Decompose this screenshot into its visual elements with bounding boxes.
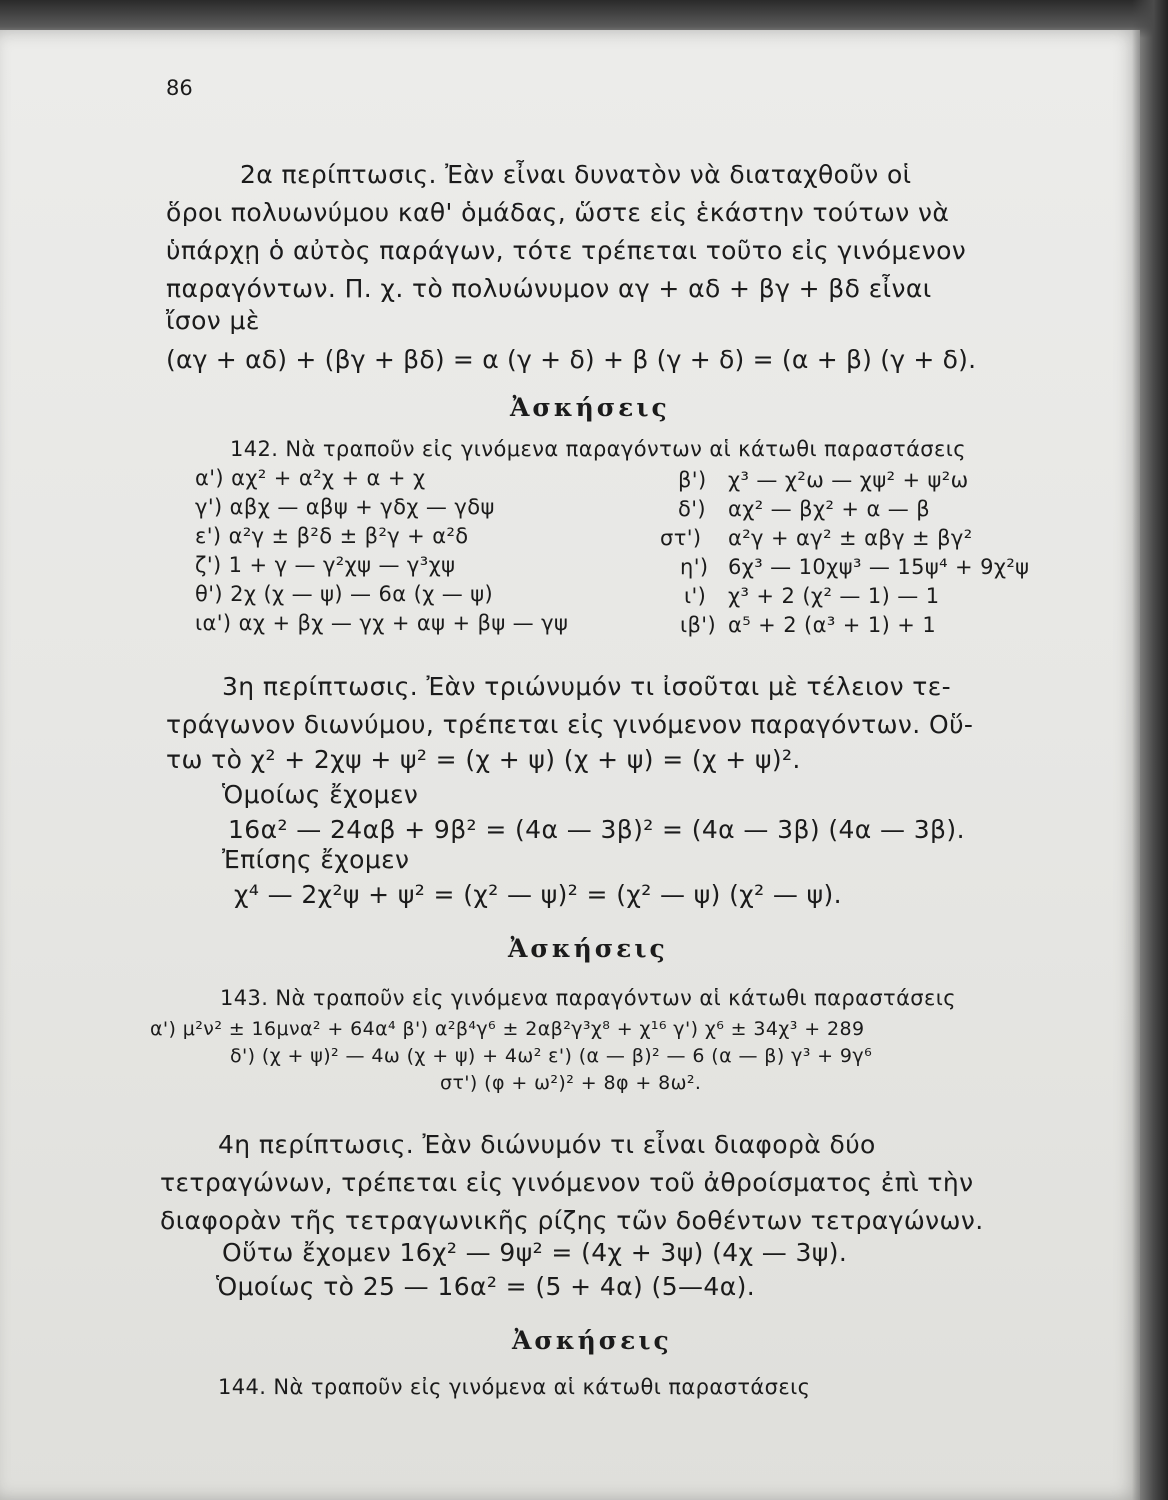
ex142-label-ib: ιβ') (680, 613, 717, 637)
ex142-label-b: β') (678, 468, 707, 492)
case3-line-7: χ⁴ — 2χ²ψ + ψ² = (χ² — ψ)² = (χ² — ψ) (χ² — ψ). (234, 880, 843, 909)
ex142-item-d: αχ² — βχ² + α — β (728, 497, 931, 521)
ex142-item-b: χ³ — χ²ω — χψ² + ψ²ω (728, 468, 969, 492)
ex142-item-i: χ³ + 2 (χ² — 1) — 1 (728, 584, 940, 608)
ex142-item-e: ε') α²γ ± β²δ ± β²γ + α²δ (195, 524, 469, 548)
ex142-label-h: η') (680, 555, 709, 579)
case4-line-1: 4η περίπτωσις. Ἐὰν διώνυμόν τι εἶναι διαφορὰ δύο (218, 1130, 876, 1159)
ex142-item-z: ζ') 1 + γ — γ²χψ — γ³χψ (195, 553, 456, 577)
case2-line-4: παραγόντων. Π. χ. τὸ πολυώνυμον αγ + αδ + βγ + βδ εἶναι (166, 274, 932, 303)
ex142-label-d: δ') (678, 497, 707, 521)
ex142-item-c: γ') αβχ — αβψ + γδχ — γδψ (195, 495, 495, 519)
ex143-intro: 143. Νὰ τραποῦν εἰς γινόμενα παραγόντων αἱ κάτωθι παραστάσεις (220, 986, 957, 1010)
case3-line-2: τράγωνον διωνύμου, τρέπεται εἰς γινόμενον παραγόντων. Οὕ- (166, 710, 974, 739)
ex143-row-1: α') μ²ν² ± 16μνα² + 64α⁴ β') α²β⁴γ⁶ ± 2αβ²γ³χ⁸ + χ¹⁶ γ') χ⁶ ± 34χ³ + 289 (150, 1018, 865, 1040)
case3-line-6: Ἐπίσης ἔχομεν (222, 845, 410, 874)
ex142-item-ia: ια') αχ + βχ — γχ + αψ + βψ — γψ (195, 611, 569, 635)
exercises-heading-1: Ἀσκήσεις (510, 393, 670, 422)
exercises-heading-2: Ἀσκήσεις (508, 934, 668, 963)
case2-line-5: ἴσον μὲ (166, 306, 260, 335)
case3-line-5: 16α² — 24αβ + 9β² = (4α — 3β)² = (4α — 3β) (4α — 3β). (228, 815, 965, 844)
ex143-row-3: στ') (φ + ω²)² + 8φ + 8ω². (440, 1072, 702, 1094)
exercises-heading-3: Ἀσκήσεις (512, 1326, 672, 1355)
case3-line-3: τω τὸ χ² + 2χψ + ψ² = (χ + ψ) (χ + ψ) = (χ + ψ)². (166, 745, 801, 774)
ex142-item-th: θ') 2χ (χ — ψ) — 6α (χ — ψ) (195, 582, 494, 606)
ex143-row-2: δ') (χ + ψ)² — 4ω (χ + ψ) + 4ω² ε') (α — β)² — 6 (α — β) γ³ + 9γ⁶ (230, 1045, 873, 1067)
case2-line-3: ὑπάρχῃ ὁ αὐτὸς παράγων, τότε τρέπεται τοῦτο εἰς γινόμενον (166, 236, 967, 265)
case4-line-4: Οὕτω ἔχομεν 16χ² — 9ψ² = (4χ + 3ψ) (4χ — 3ψ). (222, 1238, 848, 1267)
case3-line-4: Ὁμοίως ἔχομεν (222, 780, 419, 809)
case2-identity: (αγ + αδ) + (βγ + βδ) = α (γ + δ) + β (γ + δ) = (α + β) (γ + δ). (166, 345, 977, 374)
ex144-intro: 144. Νὰ τραποῦν εἰς γινόμενα αἱ κάτωθι παραστάσεις (218, 1375, 811, 1399)
case3-line-1: 3η περίπτωσις. Ἐὰν τριώνυμόν τι ἰσοῦται μὲ τέλειον τε- (222, 672, 952, 701)
case4-line-3: διαφορὰν τῆς τετραγωνικῆς ρίζης τῶν δοθέντων τετραγώνων. (160, 1206, 984, 1235)
ex142-item-ib: α⁵ + 2 (α³ + 1) + 1 (728, 613, 937, 637)
ex142-label-st: στ') (660, 526, 702, 550)
ex142-item-a: α') αχ² + α²χ + α + χ (195, 466, 426, 490)
ex142-intro: 142. Νὰ τραποῦν εἰς γινόμενα παραγόντων αἱ κάτωθι παραστάσεις (230, 437, 967, 461)
case2-line-1: 2α περίπτωσις. Ἐὰν εἶναι δυνατὸν νὰ διαταχθοῦν οἱ (240, 160, 912, 189)
case4-line-5: Ὁμοίως τὸ 25 — 16α² = (5 + 4α) (5—4α). (216, 1272, 756, 1301)
case2-line-2: ὅροι πολυωνύμου καθ' ὁμάδας, ὥστε εἰς ἑκάστην τούτων νὰ (166, 198, 950, 227)
scan-right-edge (1132, 0, 1168, 1500)
ex142-item-st: α²γ + αγ² ± αβγ ± βγ² (728, 526, 973, 550)
ex142-label-i: ι') (684, 584, 707, 608)
ex142-item-h: 6χ³ — 10χψ³ — 15ψ⁴ + 9χ²ψ (728, 555, 1030, 579)
page-number: 86 (166, 76, 193, 100)
case4-line-2: τετραγώνων, τρέπεται εἰς γινόμενον τοῦ ἀθροίσματος ἐπὶ τὴν (160, 1168, 974, 1197)
